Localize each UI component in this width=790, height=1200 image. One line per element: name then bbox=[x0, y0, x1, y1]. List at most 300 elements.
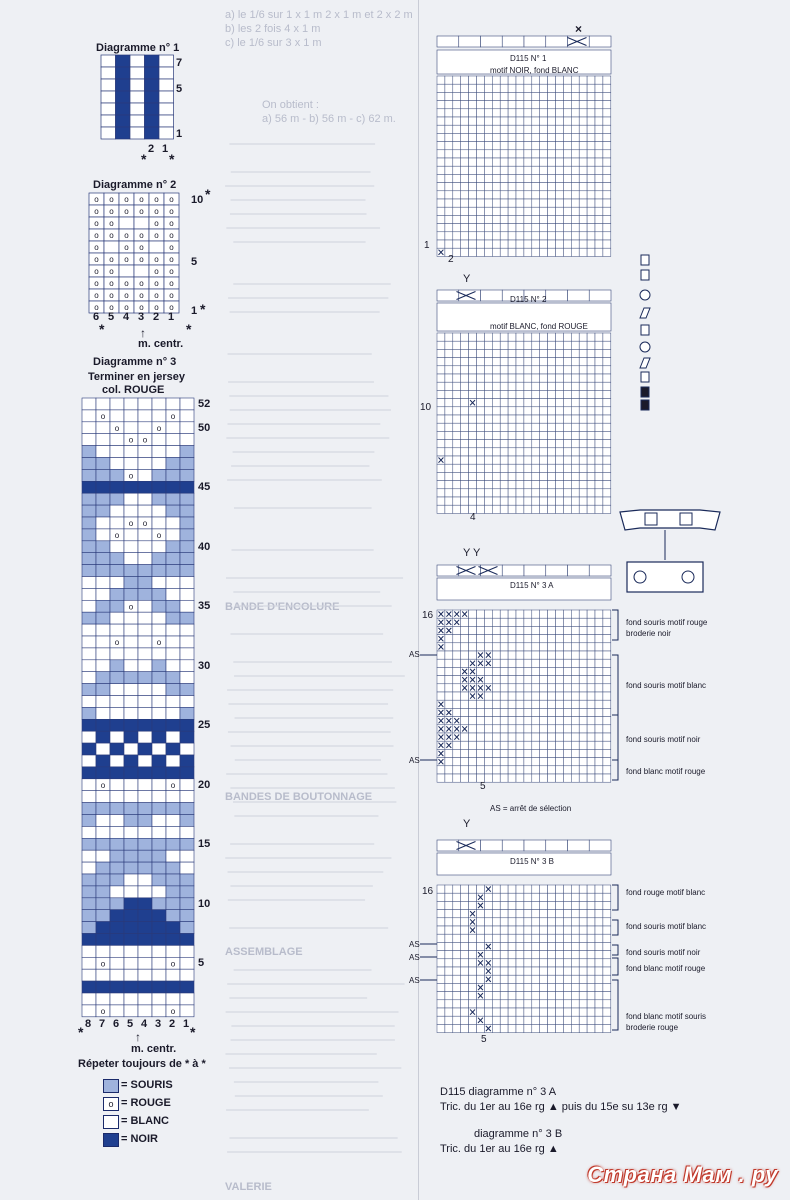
d2-cell bbox=[516, 448, 524, 456]
d2-cell bbox=[461, 440, 469, 448]
d2-cell bbox=[445, 440, 453, 448]
d1-cell bbox=[453, 166, 461, 174]
diag3-repeat-note: Répeter toujours de * à * bbox=[78, 1058, 206, 1070]
d1-cell bbox=[556, 101, 564, 109]
d2-cell bbox=[508, 390, 516, 398]
d2-cell bbox=[453, 399, 461, 407]
d2-cell bbox=[469, 358, 477, 366]
d2-cell bbox=[516, 407, 524, 415]
d1-cell bbox=[484, 125, 492, 133]
d2-title: D115 N° 2 bbox=[510, 295, 547, 304]
d3b-cell bbox=[484, 901, 492, 909]
d3b-cell bbox=[437, 1024, 445, 1032]
d3b-cell bbox=[587, 1008, 595, 1016]
d3b-cell bbox=[587, 983, 595, 991]
d3a-cell bbox=[516, 725, 524, 733]
d3b-cell bbox=[516, 910, 524, 918]
d3b-cell bbox=[524, 910, 532, 918]
d3b-cell bbox=[437, 918, 445, 926]
d2-cell bbox=[548, 366, 556, 374]
d3a-cell bbox=[532, 717, 540, 725]
d2-cell bbox=[492, 464, 500, 472]
d2-cell bbox=[556, 349, 564, 357]
d3b-cell bbox=[484, 934, 492, 942]
d3b-cell bbox=[469, 959, 477, 967]
d2-cell bbox=[587, 366, 595, 374]
d3b-cell bbox=[516, 992, 524, 1000]
d3b-cell bbox=[453, 1000, 461, 1008]
diag3-mark: o bbox=[128, 435, 134, 445]
d3b-cell bbox=[540, 992, 548, 1000]
d3a-cell bbox=[461, 708, 469, 716]
d2-cell bbox=[437, 415, 445, 423]
d1-cell bbox=[556, 76, 564, 84]
diag2-mark: o bbox=[169, 255, 174, 264]
d2-cell bbox=[579, 431, 587, 439]
d3a-cell bbox=[548, 626, 556, 634]
d2-cell bbox=[484, 440, 492, 448]
d2-cell bbox=[603, 333, 611, 341]
diag1-row-5: 5 bbox=[176, 83, 183, 95]
d3a-cell bbox=[571, 635, 579, 643]
d1-cell bbox=[516, 166, 524, 174]
diag3-col-number: 1 bbox=[183, 1018, 190, 1030]
d3a-cell bbox=[461, 643, 469, 651]
d3b-cell bbox=[540, 1024, 548, 1032]
d3a-cell bbox=[532, 626, 540, 634]
d2-cell bbox=[540, 366, 548, 374]
d1-cell bbox=[492, 232, 500, 240]
d3a-cell bbox=[579, 708, 587, 716]
d1-cell bbox=[595, 174, 603, 182]
d2-cell bbox=[540, 415, 548, 423]
d1-cell bbox=[477, 174, 485, 182]
d1-cell bbox=[548, 150, 556, 158]
d3b-cell bbox=[595, 1000, 603, 1008]
d1-cell bbox=[516, 133, 524, 141]
d2-cell bbox=[595, 464, 603, 472]
d2-header-cell bbox=[481, 290, 503, 301]
d3a-cell bbox=[508, 676, 516, 684]
d2-cell bbox=[595, 423, 603, 431]
d3b-cell bbox=[508, 1000, 516, 1008]
d1-cell bbox=[603, 215, 611, 223]
d3b-cell bbox=[437, 885, 445, 893]
d3a-cell bbox=[579, 774, 587, 782]
d3b-cell bbox=[540, 901, 548, 909]
d3a-cell bbox=[603, 741, 611, 749]
d2-cell bbox=[484, 415, 492, 423]
d3b-note-1: fond rouge motif blanc bbox=[626, 888, 706, 897]
d2-cell bbox=[492, 448, 500, 456]
d1-cell bbox=[524, 84, 532, 92]
d3a-cell bbox=[587, 618, 595, 626]
d3a-cell bbox=[453, 692, 461, 700]
d2-cell bbox=[563, 497, 571, 505]
d3b-cell bbox=[477, 967, 485, 975]
d3a-cell bbox=[500, 741, 508, 749]
d2-cell bbox=[556, 448, 564, 456]
d2-cell bbox=[477, 497, 485, 505]
d3a-cell bbox=[563, 626, 571, 634]
d2-cell bbox=[469, 472, 477, 480]
d3a-cell bbox=[595, 733, 603, 741]
d2-cell bbox=[595, 341, 603, 349]
d3a-cell bbox=[477, 643, 485, 651]
d1-cell bbox=[556, 174, 564, 182]
d3b-cell bbox=[437, 893, 445, 901]
d1-cell bbox=[492, 199, 500, 207]
d3a-cell bbox=[524, 717, 532, 725]
d1-cell bbox=[603, 191, 611, 199]
d3b-cell bbox=[556, 1024, 564, 1032]
d3a-cell bbox=[508, 659, 516, 667]
d1-cell bbox=[579, 215, 587, 223]
d3b-cell bbox=[532, 992, 540, 1000]
d3a-cell bbox=[500, 676, 508, 684]
d3b-cell bbox=[548, 992, 556, 1000]
d3a-cell bbox=[524, 659, 532, 667]
d2-cell bbox=[532, 407, 540, 415]
d3b-cell bbox=[532, 893, 540, 901]
d2-cell bbox=[540, 374, 548, 382]
d1-cell bbox=[532, 117, 540, 125]
d2-cell bbox=[500, 382, 508, 390]
d3a-cell bbox=[500, 774, 508, 782]
d3b-cell bbox=[492, 1000, 500, 1008]
d2-cell bbox=[587, 472, 595, 480]
d3b-cell bbox=[595, 967, 603, 975]
d3b-cell bbox=[484, 983, 492, 991]
d3a-cell bbox=[484, 725, 492, 733]
d2-cell bbox=[516, 415, 524, 423]
d2-cell bbox=[524, 489, 532, 497]
d3b-cell bbox=[469, 992, 477, 1000]
d2-cell bbox=[603, 481, 611, 489]
d3b-cell bbox=[453, 893, 461, 901]
d3a-cell bbox=[571, 676, 579, 684]
d2-cell bbox=[571, 382, 579, 390]
d1-cell bbox=[500, 158, 508, 166]
d3b-as-1: AS bbox=[409, 940, 420, 949]
d3a-cell bbox=[548, 643, 556, 651]
d1-cell bbox=[524, 240, 532, 248]
d3a-left-num: 16 bbox=[422, 610, 434, 621]
d1-cell bbox=[500, 183, 508, 191]
d3a-cell bbox=[540, 708, 548, 716]
d1-cell bbox=[461, 76, 469, 84]
bg-heading-boutonnage: BANDES DE BOUTONNAGE bbox=[225, 791, 373, 803]
d3a-cell bbox=[477, 766, 485, 774]
d1-cell bbox=[445, 109, 453, 117]
d1-cell bbox=[492, 117, 500, 125]
d3b-cell bbox=[437, 926, 445, 934]
d3a-cell bbox=[516, 676, 524, 684]
d3a-cell bbox=[540, 733, 548, 741]
d3a-cell bbox=[563, 610, 571, 618]
d1-cell bbox=[508, 76, 516, 84]
d3a-cell bbox=[492, 692, 500, 700]
d3a-cell bbox=[603, 700, 611, 708]
d1-cell bbox=[587, 92, 595, 100]
d2-cell bbox=[445, 415, 453, 423]
d3a-cell bbox=[477, 700, 485, 708]
d3b-cell bbox=[437, 1000, 445, 1008]
d1-cell bbox=[571, 183, 579, 191]
d1-cell bbox=[571, 142, 579, 150]
d2-cell bbox=[492, 399, 500, 407]
d3a-cell bbox=[453, 635, 461, 643]
d3b-cell bbox=[563, 942, 571, 950]
diag2-mark: o bbox=[169, 291, 174, 300]
d3b-bracket bbox=[612, 885, 618, 910]
d1-cell bbox=[603, 174, 611, 182]
d2-cell bbox=[587, 489, 595, 497]
d2-cell bbox=[492, 390, 500, 398]
d3b-cell bbox=[532, 1024, 540, 1032]
d1-cell bbox=[461, 101, 469, 109]
d1-cell bbox=[492, 109, 500, 117]
d3a-cell bbox=[548, 741, 556, 749]
d1-cell bbox=[579, 150, 587, 158]
d3b-cell bbox=[571, 967, 579, 975]
diag2-mark: o bbox=[139, 195, 144, 204]
d3b-cell bbox=[516, 1024, 524, 1032]
d2-cell bbox=[469, 374, 477, 382]
d1-cell bbox=[563, 117, 571, 125]
d1-cell bbox=[500, 84, 508, 92]
d1-cell bbox=[461, 232, 469, 240]
d2-cell bbox=[516, 333, 524, 341]
d3a-cell bbox=[469, 717, 477, 725]
d2-cell bbox=[445, 390, 453, 398]
d3a-cell bbox=[453, 626, 461, 634]
d2-cell bbox=[532, 333, 540, 341]
d2-cell bbox=[603, 431, 611, 439]
d3a-cell bbox=[437, 766, 445, 774]
d1-cell bbox=[579, 166, 587, 174]
d3a-cell bbox=[595, 749, 603, 757]
d1-cell bbox=[461, 158, 469, 166]
d3b-header-cell bbox=[481, 840, 503, 851]
d2-cell bbox=[595, 489, 603, 497]
d1-cell bbox=[587, 183, 595, 191]
d1-cell bbox=[595, 150, 603, 158]
d2-cell bbox=[540, 505, 548, 513]
d3a-cell bbox=[484, 626, 492, 634]
legend-label-blanc: = BLANC bbox=[121, 1115, 169, 1127]
d3b-cell bbox=[508, 967, 516, 975]
d2-cell bbox=[516, 366, 524, 374]
diag3-up-arrow-icon: ↑ bbox=[135, 1030, 141, 1044]
d1-cell bbox=[445, 76, 453, 84]
d3a-cell bbox=[595, 700, 603, 708]
d1-cell bbox=[579, 101, 587, 109]
d1-cell bbox=[540, 183, 548, 191]
d3b-cell bbox=[461, 959, 469, 967]
d3b-cell bbox=[508, 885, 516, 893]
d1-cell bbox=[445, 207, 453, 215]
d1-cell bbox=[548, 183, 556, 191]
d1-cell bbox=[469, 142, 477, 150]
d1-cell bbox=[516, 174, 524, 182]
d3b-cell bbox=[563, 1016, 571, 1024]
d3a-cell bbox=[548, 618, 556, 626]
d2-cell bbox=[453, 481, 461, 489]
d1-cell bbox=[516, 224, 524, 232]
d2-cell bbox=[516, 349, 524, 357]
d3a-cell bbox=[516, 667, 524, 675]
d3b-bracket bbox=[612, 945, 618, 955]
d1-cell bbox=[579, 109, 587, 117]
d3b-cell bbox=[508, 893, 516, 901]
d3a-cell bbox=[532, 659, 540, 667]
d3a-cell bbox=[540, 610, 548, 618]
d3b-cell bbox=[508, 934, 516, 942]
d3b-cell bbox=[532, 1008, 540, 1016]
diag2-mark: o bbox=[169, 231, 174, 240]
d2-bottom-num: 4 bbox=[470, 512, 476, 523]
d3a-cell bbox=[492, 643, 500, 651]
d1-cell bbox=[477, 142, 485, 150]
d2-cell bbox=[548, 374, 556, 382]
d3a-cell bbox=[595, 618, 603, 626]
d1-cell bbox=[461, 207, 469, 215]
d3b-cell bbox=[556, 951, 564, 959]
d1-cell bbox=[484, 142, 492, 150]
d1-cell bbox=[524, 191, 532, 199]
d2-cell bbox=[556, 472, 564, 480]
d2-cell bbox=[540, 456, 548, 464]
d2-cell bbox=[437, 423, 445, 431]
d1-cell bbox=[595, 142, 603, 150]
d2-cell bbox=[453, 497, 461, 505]
d3a-cell bbox=[595, 659, 603, 667]
d1-cell bbox=[540, 191, 548, 199]
d1-cell bbox=[461, 92, 469, 100]
diag3-col-number: 8 bbox=[85, 1018, 92, 1030]
d3a-cell bbox=[532, 610, 540, 618]
d1-cell bbox=[492, 158, 500, 166]
d2-cell bbox=[484, 472, 492, 480]
d2-cell bbox=[587, 341, 595, 349]
d1-cell bbox=[484, 76, 492, 84]
d1-cell bbox=[603, 150, 611, 158]
card-hole-icon bbox=[640, 342, 650, 352]
d3b-cell bbox=[571, 1016, 579, 1024]
d1-cell bbox=[556, 191, 564, 199]
d3a-cell bbox=[484, 708, 492, 716]
d3b-cell bbox=[595, 926, 603, 934]
d1-cell bbox=[595, 240, 603, 248]
d3a-cell bbox=[563, 659, 571, 667]
d3a-cell bbox=[445, 774, 453, 782]
d2-header-cell bbox=[459, 290, 481, 301]
d3a-cell bbox=[500, 618, 508, 626]
d2-cell bbox=[571, 399, 579, 407]
d3a-cell bbox=[548, 684, 556, 692]
d1-cell bbox=[484, 117, 492, 125]
d1-cell bbox=[492, 207, 500, 215]
d3a-cell bbox=[540, 643, 548, 651]
diag2-mark: o bbox=[94, 219, 99, 228]
d2-cell bbox=[508, 505, 516, 513]
d3b-cell bbox=[492, 1024, 500, 1032]
d3a-cell bbox=[492, 749, 500, 757]
diag3-mark: o bbox=[100, 780, 106, 790]
d3a-cell bbox=[500, 692, 508, 700]
d2-cell bbox=[571, 349, 579, 357]
d2-cell bbox=[500, 489, 508, 497]
d3a-cell bbox=[453, 667, 461, 675]
d1-cell bbox=[571, 224, 579, 232]
d2-cell bbox=[548, 399, 556, 407]
d3b-cell bbox=[477, 926, 485, 934]
d1-cell bbox=[556, 248, 564, 256]
d1-cell bbox=[500, 125, 508, 133]
legend-swatch-rouge: o bbox=[103, 1097, 119, 1111]
d1-cell bbox=[516, 150, 524, 158]
d3a-cell bbox=[571, 692, 579, 700]
d2-cell bbox=[484, 481, 492, 489]
d3b-cell bbox=[524, 992, 532, 1000]
d1-cell bbox=[532, 191, 540, 199]
d3b-cell bbox=[563, 951, 571, 959]
d3b-cell bbox=[516, 901, 524, 909]
d3b-cell bbox=[516, 1016, 524, 1024]
d3b-cell bbox=[477, 942, 485, 950]
diag2-col-number: 4 bbox=[123, 311, 130, 323]
d1-cell bbox=[587, 191, 595, 199]
d3b-cell bbox=[563, 992, 571, 1000]
d1-cell bbox=[571, 174, 579, 182]
d3a-cell bbox=[540, 717, 548, 725]
d3b-cell bbox=[571, 1008, 579, 1016]
d3a-cell bbox=[603, 618, 611, 626]
d1-cell bbox=[469, 183, 477, 191]
d1-cell bbox=[563, 232, 571, 240]
d3b-cell bbox=[548, 910, 556, 918]
d3a-cell bbox=[587, 733, 595, 741]
d2-cell bbox=[437, 399, 445, 407]
d2-cell bbox=[540, 481, 548, 489]
d1-cell bbox=[548, 232, 556, 240]
d3a-cell bbox=[516, 626, 524, 634]
d3a-cell bbox=[445, 643, 453, 651]
d1-cell bbox=[508, 240, 516, 248]
d3b-cell bbox=[524, 1024, 532, 1032]
d1-cell bbox=[603, 117, 611, 125]
d2-cell bbox=[548, 497, 556, 505]
d3b-cell bbox=[461, 951, 469, 959]
d1-cell bbox=[492, 92, 500, 100]
d3a-cell bbox=[556, 717, 564, 725]
d1-cell bbox=[524, 150, 532, 158]
d2-cell bbox=[571, 374, 579, 382]
d3b-cell bbox=[445, 1016, 453, 1024]
d3a-cell bbox=[595, 684, 603, 692]
d1-cell bbox=[571, 92, 579, 100]
diag2-mark: o bbox=[109, 279, 114, 288]
d3a-header-cell bbox=[546, 565, 568, 576]
diag2-col-number: 2 bbox=[153, 311, 160, 323]
d2-cell bbox=[563, 505, 571, 513]
d3a-note-3: fond souris motif blanc bbox=[626, 681, 707, 690]
d2-cell bbox=[461, 448, 469, 456]
d3a-cell bbox=[556, 667, 564, 675]
d2-cell bbox=[453, 358, 461, 366]
d1-cell bbox=[516, 199, 524, 207]
